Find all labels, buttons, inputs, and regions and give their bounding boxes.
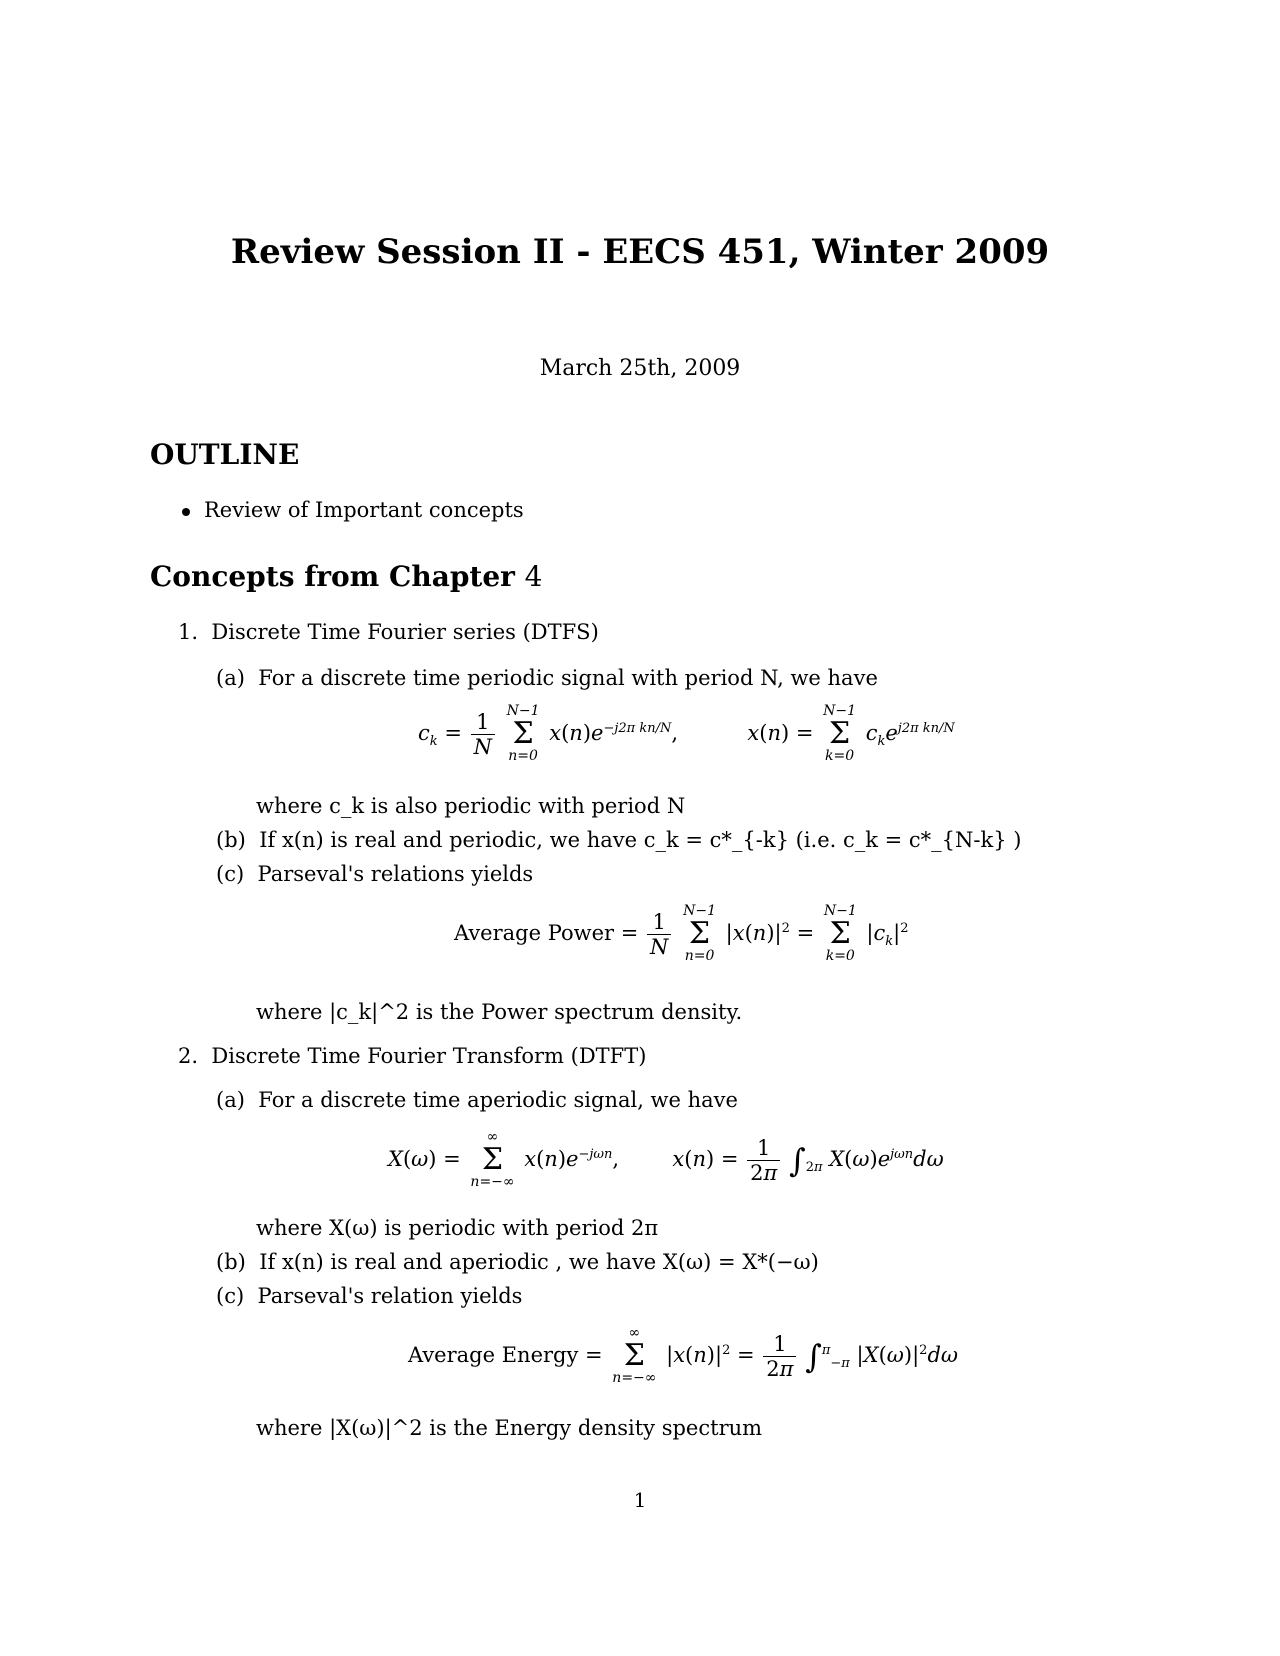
- s1-parseval-equation: Average Power = $\frac{1}{N}$ N−1 Σ n=0 $|x(n)|^2$ = N−1 Σ k=0 $|c_k|^2$: [454, 903, 909, 965]
- s1-dtfs-equation: $c_k$ = $\frac{1}{N}$ N−1 Σ n=0 $x(n)e^{-j2\pi kn/N}$, x(n) = N−1 Σ k=0 $c_ke^{j2\pi kn/N}$: [418, 703, 955, 765]
- s2-item-b-text: If x(n) is real and aperiodic , we have X(ω) = X*(−ω): [259, 1250, 819, 1274]
- s2-item-c-label: (c): [216, 1284, 245, 1308]
- s1-item-a: [216, 666, 878, 690]
- s2-after-eq1: where X(ω) is periodic with period 2π: [256, 1216, 659, 1240]
- s1-item-a-text: For a discrete time periodic signal with period N, we have: [258, 666, 878, 690]
- s1-item-c-text: Parseval's relations yields: [257, 862, 534, 886]
- s2-item-c-text: Parseval's relation yields: [257, 1284, 523, 1308]
- s2-after-eq2: where |X(ω)|^2 is the Energy density spectrum: [256, 1416, 763, 1440]
- s2-parseval-equation: Average Energy = ∞ Σ n=−∞ $|x(n)|^2$ = $\frac{1}{2\pi}$ ∫$^\pi_{-\pi}$ $|X(\omega)|^2d\omega$: [408, 1325, 959, 1387]
- s1-after-eq1: where c_k is also periodic with period N: [256, 794, 686, 818]
- s1-item-a-label: (a): [216, 666, 245, 690]
- outline-item-label: Review of Important concepts: [204, 498, 524, 522]
- s2-dtft-equation: X(ω) = ∞ Σ n=−∞ $x(n)e^{-j\omega n}$, x(n) = $\frac{1}{2\pi}$ $\int_{2\pi}$ $X(\omega)e^{j\omega n}d\omega$: [388, 1129, 944, 1191]
- s1-after-eq2: where |c_k|^2 is the Power spectrum density.: [256, 1000, 743, 1024]
- s2-item-a: [216, 1088, 738, 1112]
- section-1-heading: [178, 620, 599, 644]
- s2-item-c: [216, 1284, 522, 1308]
- chapter-heading-label: Concepts from Chapter: [150, 560, 515, 593]
- s1-item-b-label: (b): [216, 828, 246, 852]
- s1-item-c: [216, 862, 533, 886]
- s1-eq2-lhs: Average Power: [454, 920, 615, 945]
- page-number: 1: [633, 1488, 647, 1512]
- section-2-title: Discrete Time Fourier Transform (DTFT): [211, 1044, 647, 1068]
- s1-item-b: [216, 828, 1021, 852]
- section-2-label: 2.: [178, 1044, 199, 1068]
- outline-heading: OUTLINE: [150, 438, 300, 471]
- document-title: Review Session II - EECS 451, Winter 2009: [230, 232, 1050, 272]
- section-1-label: 1.: [178, 620, 199, 644]
- s2-item-b: [216, 1250, 819, 1274]
- s2-item-a-label: (a): [216, 1088, 245, 1112]
- s2-item-b-label: (b): [216, 1250, 246, 1274]
- chapter-number: 4: [524, 560, 543, 593]
- s2-eq2-lhs: Average Energy: [408, 1342, 579, 1367]
- bullet-icon: [182, 508, 190, 516]
- chapter-heading: [150, 560, 543, 593]
- outline-item: [182, 498, 524, 522]
- section-2-heading: [178, 1044, 646, 1068]
- document-date: March 25th, 2009: [539, 356, 741, 381]
- section-1-title: Discrete Time Fourier series (DTFS): [211, 620, 599, 644]
- s1-item-b-text: If x(n) is real and periodic, we have c_k = c*_{-k} (i.e. c_k = c*_{N-k} ): [259, 828, 1022, 852]
- s1-item-c-label: (c): [216, 862, 245, 886]
- s2-item-a-text: For a discrete time aperiodic signal, we have: [258, 1088, 738, 1112]
